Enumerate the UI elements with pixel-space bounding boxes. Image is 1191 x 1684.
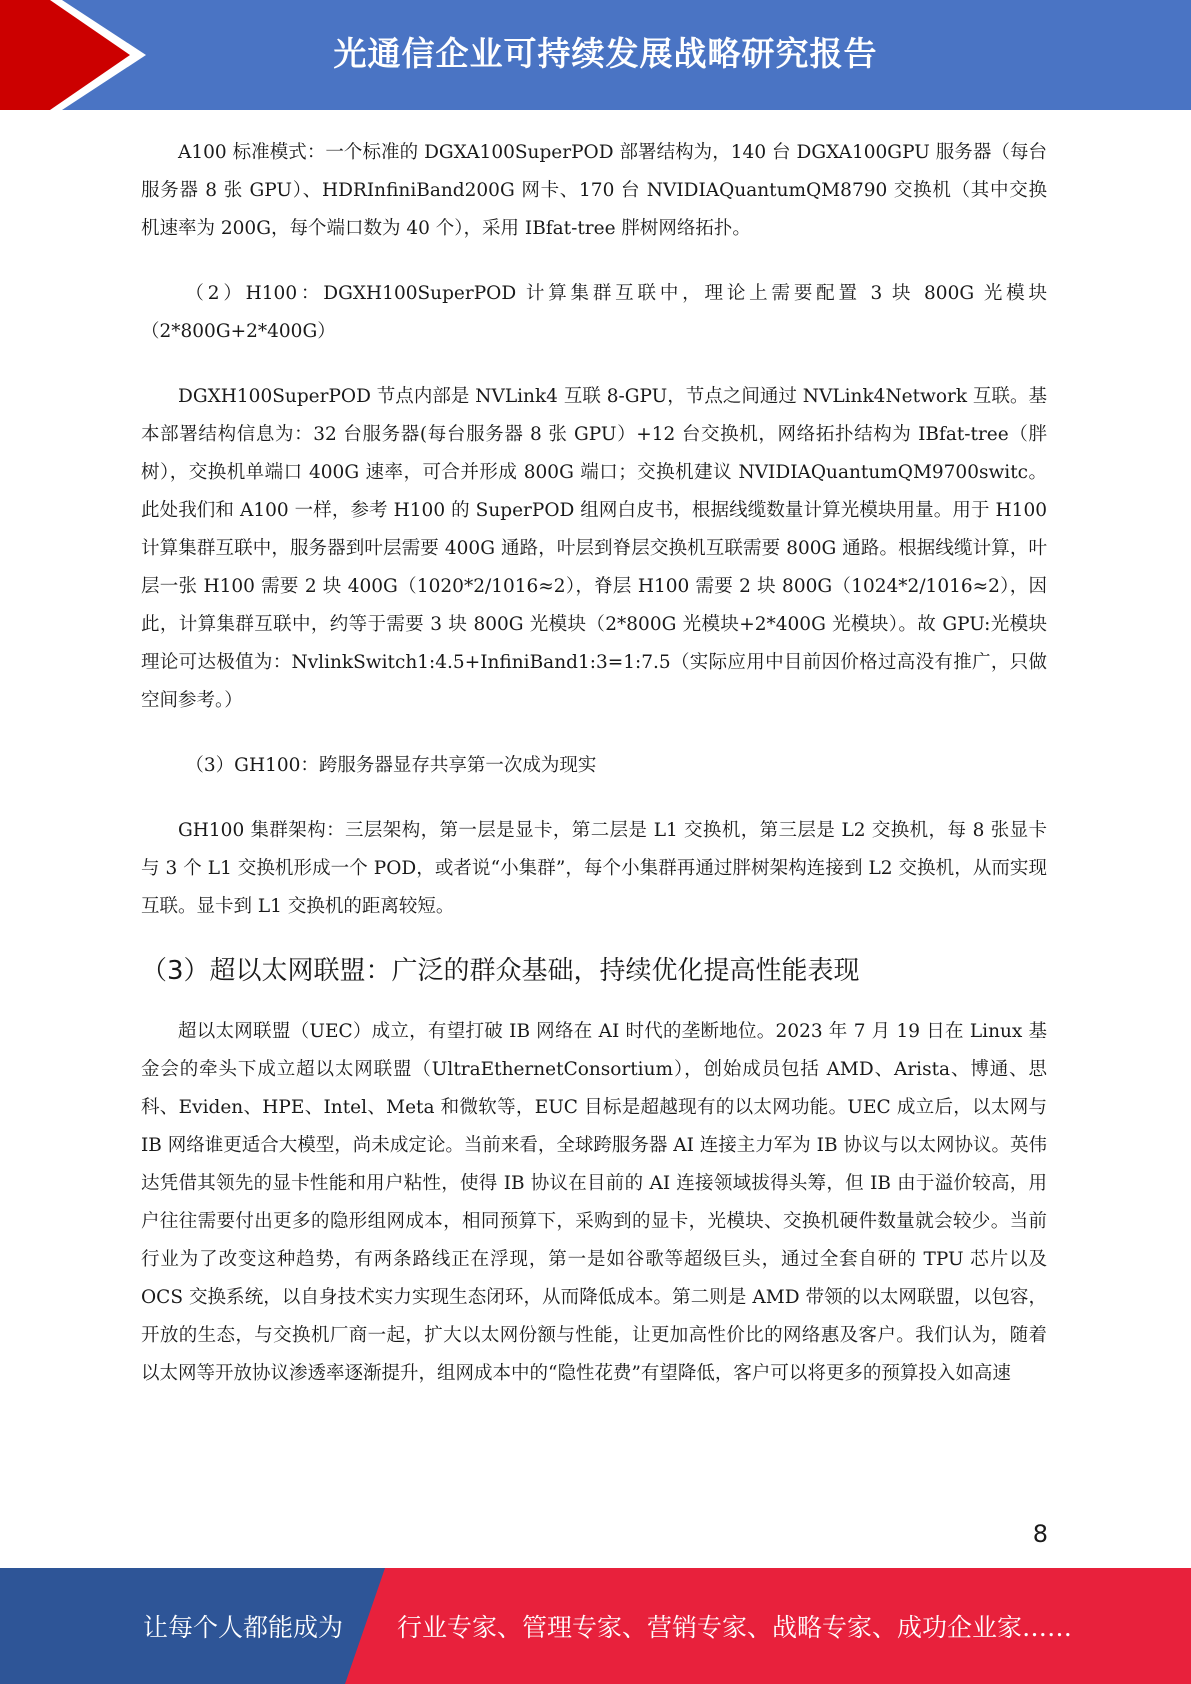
page-number: 8: [1032, 1520, 1048, 1548]
paragraph-h100: DGXH100SuperPOD 节点内部是 NVLink4 互联 8-GPU，节点之间通过 NVLink4Network 互联。基本部署结构信息为：32 台服务器(每台服务器 8 张 GPU）+12 台交换机，网络拓扑结构为 IBfat-tree（胖树），交换机单端口 400G 速率，可合并形成 800G 端口；交换机建议 NVIDIAQuantumQM9700switc。此处我们和 A100 一样，参考 H100 的 SuperPOD 组网白皮书，根据线缆数量计算光模块用量。用于 H100 计算集群互联中，服务器到叶层需要 400G 通路，叶层到脊层交换机互联需要 800G 通路。根据线缆计算，叶层一张 H100 需要 2 块 400G（1020*2/1016≈2），脊层 H100 需要 2 块 800G（1024*2/1016≈2），因此，计算集群互联中，约等于需要 3 块 800G 光模块（2*800G 光模块+2*400G 光模块）。故 GPU:光模块理论可达极值为：NvlinkSwitch1:4.5+InfiniBand1:3=1:7.5（实际应用中目前因价格过高没有推广，只做空间参考。）: [141, 386, 1047, 711]
page-header: [0, 0, 1191, 110]
subheading-gh100: （3）GH100：跨服务器显存共享第一次成为现实: [185, 755, 597, 776]
report-body: [141, 134, 1047, 1393]
paragraph-uec: 超以太网联盟（UEC）成立，有望打破 IB 网络在 AI 时代的垄断地位。2023 年 7 月 19 日在 Linux 基金会的牵头下成立超以太网联盟（UltraEthernetConsortium），创始成员包括 AMD、Arista、博通、思科、Eviden、HPE、Intel、Meta 和微软等，EUC 目标是超越现有的以太网功能。UEC 成立后，以太网与 IB 网络谁更适合大模型，尚未成定论。当前来看，全球跨服务器 AI 连接主力军为 IB 协议与以太网协议。英伟达凭借其领先的显卡性能和用户粘性，使得 IB 协议在目前的 AI 连接领域拔得头筹，但 IB 由于溢价较高，用户往往需要付出更多的隐形组网成本，相同预算下，采购到的显卡，光模块、交换机硬件数量就会较少。当前行业为了改变这种趋势，有两条路线正在浮现，第一是如谷歌等超级巨头，通过全套自研的 TPU 芯片以及 OCS 交换系统，以自身技术实力实现生态闭环，从而降低成本。第二则是 AMD 带领的以太网联盟，以包容，开放的生态，与交换机厂商一起，扩大以太网份额与性能，让更加高性价比的网络惠及客户。我们认为，随着以太网等开放协议渗透率逐渐提升，组网成本中的“隐性花费”有望降低，客户可以将更多的预算投入如高速: [141, 1021, 1047, 1384]
section-heading: （3）超以太网联盟：广泛的群众基础，持续优化提高性能表现: [141, 956, 860, 986]
subheading-h100: （2）H100：DGXH100SuperPOD 计算集群互联中，理论上需要配置 3 块 800G 光模块（2*800G+2*400G）: [141, 283, 1047, 342]
paragraph-a100: A100 标准模式：一个标准的 DGXA100SuperPOD 部署结构为，140 台 DGXA100GPU 服务器（每台服务器 8 张 GPU）、HDRInfiniBand200G 网卡、170 台 NVIDIAQuantumQM8790 交换机（其中交换机速率为 200G，每个端口数为 40 个），采用 IBfat-tree 胖树网络拓扑。: [141, 142, 1047, 239]
footer-slogan-left: 让每个人都能成为: [143, 1613, 344, 1642]
paragraph-gh100: GH100 集群架构：三层架构，第一层是显卡，第二层是 L1 交换机，第三层是 L2 交换机，每 8 张显卡与 3 个 L1 交换机形成一个 POD，或者说“小集群”，每个小集群再通过胖树架构连接到 L2 交换机，从而实现互联。显卡到 L1 交换机的距离较短。: [141, 820, 1047, 917]
header-title: 光通信企业可持续发展战略研究报告: [333, 34, 878, 73]
page-footer: [0, 1568, 1191, 1684]
footer-slogan-right: 行业专家、管理专家、营销专家、战略专家、成功企业家……: [397, 1613, 1073, 1642]
